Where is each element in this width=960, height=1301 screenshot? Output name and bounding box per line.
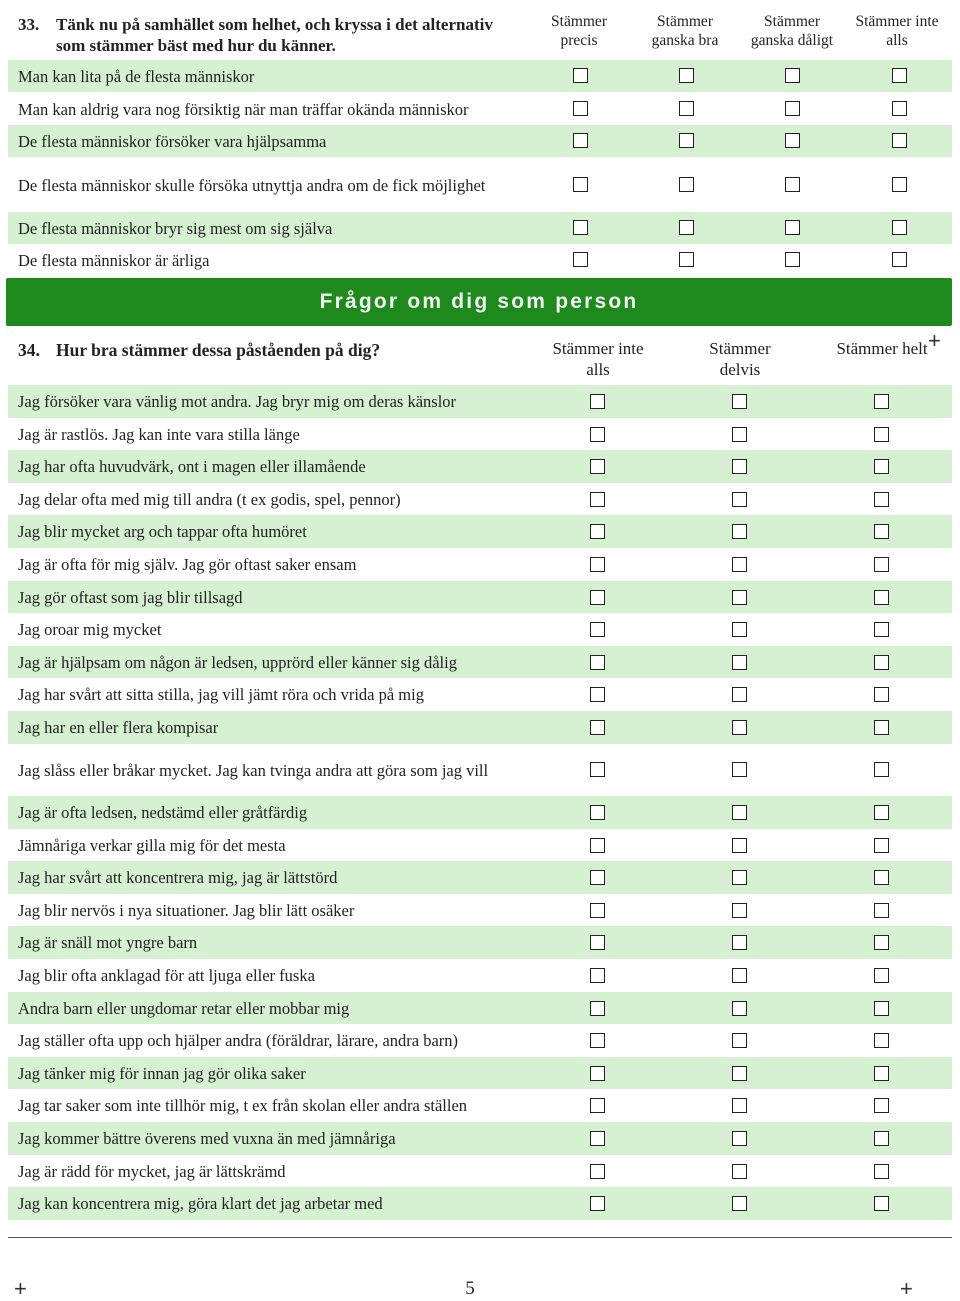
q33-column-header: Stämmer ganska bra [651,13,719,49]
statement-row [8,515,952,548]
statement-row [8,60,952,92]
answer-checkbox[interactable] [679,177,694,192]
statement-row [8,158,952,212]
answer-checkbox[interactable] [679,133,694,148]
answer-checkbox[interactable] [732,524,747,539]
q33-column-header: Stämmer precis [551,13,607,49]
answer-checkbox[interactable] [573,252,588,267]
answer-checkbox[interactable] [892,68,907,83]
answer-checkbox[interactable] [732,870,747,885]
statement-label: Jag är hjälpsam om någon är ledsen, upprörd eller känner sig dålig [18,653,457,672]
answer-checkbox[interactable] [874,935,889,950]
answer-checkbox[interactable] [573,68,588,83]
row-separator [8,276,952,277]
answer-checkbox[interactable] [732,935,747,950]
q33-column-header: Stämmer ganska dåligt [750,13,834,49]
statement-row [8,548,952,581]
answer-checkbox[interactable] [874,687,889,702]
answer-checkbox[interactable] [732,1196,747,1211]
answer-checkbox[interactable] [874,1098,889,1113]
question-number: 33. [18,15,40,34]
statement-row [8,93,952,125]
statement-label: Jag blir ofta anklagad för att ljuga eller fuska [18,966,315,985]
answer-checkbox[interactable] [892,177,907,192]
statement-row [8,450,952,483]
answer-checkbox[interactable] [590,590,605,605]
statement-label: De flesta människor bryr sig mest om sig själva [18,218,333,238]
answer-checkbox[interactable] [732,1164,747,1179]
statement-row [8,1187,952,1220]
statement-label: Jag har svårt att koncentrera mig, jag är lättstörd [18,868,338,887]
answer-checkbox[interactable] [874,459,889,474]
section-title: Frågor om dig som person [319,290,639,313]
statement-row [8,1155,952,1188]
statement-label: Jag blir nervös i nya situationer. Jag blir lätt osäker [18,901,355,920]
answer-checkbox[interactable] [874,492,889,507]
answer-checkbox[interactable] [732,590,747,605]
statement-label: Jämnåriga verkar gilla mig för det mesta [18,836,286,855]
answer-checkbox[interactable] [874,838,889,853]
statement-row [8,1024,952,1057]
answer-checkbox[interactable] [732,687,747,702]
section-banner [6,278,952,326]
statement-label: Jag kan koncentrera mig, göra klart det jag arbetar med [18,1194,383,1213]
statement-label: Jag tänker mig för innan jag gör olika saker [18,1064,306,1083]
answer-checkbox[interactable] [874,524,889,539]
answer-checkbox[interactable] [732,622,747,637]
answer-checkbox[interactable] [874,557,889,572]
statement-row [8,212,952,244]
statement-row [8,1122,952,1155]
answer-checkbox[interactable] [732,1131,747,1146]
answer-checkbox[interactable] [679,220,694,235]
question-text: Tänk nu på samhället som helhet, och kryssa i det alternativ som stämmer bäst med hur du känner. [56,15,493,55]
answer-checkbox[interactable] [590,394,605,409]
q34-column-header: Stämmer helt [836,339,928,358]
statement-row [8,744,952,796]
statement-label: Jag blir mycket arg och tappar ofta humöret [18,522,307,541]
answer-checkbox[interactable] [679,101,694,116]
registration-mark: + [928,328,941,353]
answer-checkbox[interactable] [732,762,747,777]
answer-checkbox[interactable] [874,1196,889,1211]
statement-label: De flesta människor skulle försöka utnyttja andra om de fick möjlighet [18,175,486,195]
statement-row [8,1057,952,1090]
page-number: 5 [465,1278,475,1299]
statement-row [8,861,952,894]
answer-checkbox[interactable] [874,394,889,409]
answer-checkbox[interactable] [590,903,605,918]
answer-checkbox[interactable] [874,655,889,670]
answer-checkbox[interactable] [732,1001,747,1016]
answer-checkbox[interactable] [785,68,800,83]
statement-label: Man kan lita på de flesta människor [18,66,255,86]
answer-checkbox[interactable] [785,177,800,192]
statement-row [8,796,952,829]
answer-checkbox[interactable] [573,177,588,192]
row-separator [8,1220,952,1221]
answer-checkbox[interactable] [785,133,800,148]
answer-checkbox[interactable] [785,101,800,116]
answer-checkbox[interactable] [874,762,889,777]
answer-checkbox[interactable] [732,903,747,918]
answer-checkbox[interactable] [732,557,747,572]
statement-row [8,244,952,276]
answer-checkbox[interactable] [732,427,747,442]
statement-label: Jag försöker vara vänlig mot andra. Jag bryr mig om deras känslor [18,392,457,411]
statement-label: De flesta människor är ärliga [18,250,210,270]
question-text: Hur bra stämmer dessa påståenden på dig? [56,340,381,360]
answer-checkbox[interactable] [590,655,605,670]
statement-row [8,125,952,157]
statement-row [8,711,952,744]
answer-checkbox[interactable] [892,252,907,267]
answer-checkbox[interactable] [590,968,605,983]
question-34-title [18,340,498,361]
statement-row [8,678,952,711]
question-number: 34. [18,340,40,360]
statement-label: Jag gör oftast som jag blir tillsagd [18,588,243,607]
answer-checkbox[interactable] [732,838,747,853]
answer-checkbox[interactable] [590,427,605,442]
statement-label: Jag är rastlös. Jag kan inte vara stilla länge [18,425,300,444]
answer-checkbox[interactable] [573,133,588,148]
answer-checkbox[interactable] [732,394,747,409]
answer-checkbox[interactable] [874,1033,889,1048]
answer-checkbox[interactable] [874,590,889,605]
answer-checkbox[interactable] [590,838,605,853]
answer-checkbox[interactable] [590,1196,605,1211]
statement-row [8,959,952,992]
answer-checkbox[interactable] [874,720,889,735]
answer-checkbox[interactable] [573,220,588,235]
statement-label: Andra barn eller ungdomar retar eller mobbar mig [18,999,350,1018]
statement-label: Man kan aldrig vara nog försiktig när man träffar okända människor [18,99,469,119]
answer-checkbox[interactable] [590,1098,605,1113]
answer-checkbox[interactable] [785,252,800,267]
statement-label: Jag oroar mig mycket [18,620,162,639]
q33-column-header: Stämmer inte alls [855,13,939,49]
answer-checkbox[interactable] [732,1033,747,1048]
answer-checkbox[interactable] [590,524,605,539]
answer-checkbox[interactable] [732,1066,747,1081]
answer-checkbox[interactable] [590,870,605,885]
answer-checkbox[interactable] [892,220,907,235]
answer-checkbox[interactable] [874,622,889,637]
answer-checkbox[interactable] [874,1164,889,1179]
answer-checkbox[interactable] [874,870,889,885]
statement-row [8,483,952,516]
answer-checkbox[interactable] [732,720,747,735]
answer-checkbox[interactable] [732,492,747,507]
statement-label: Jag slåss eller bråkar mycket. Jag kan tvinga andra att göra som jag vill [18,760,489,780]
answer-checkbox[interactable] [732,968,747,983]
answer-checkbox[interactable] [732,1098,747,1113]
answer-checkbox[interactable] [590,1131,605,1146]
answer-checkbox[interactable] [874,1001,889,1016]
answer-checkbox[interactable] [874,1066,889,1081]
answer-checkbox[interactable] [590,1001,605,1016]
answer-checkbox[interactable] [732,459,747,474]
answer-checkbox[interactable] [590,687,605,702]
statement-label: Jag har ofta huvudvärk, ont i magen eller illamående [18,457,366,476]
answer-checkbox[interactable] [785,220,800,235]
answer-checkbox[interactable] [590,762,605,777]
answer-checkbox[interactable] [732,655,747,670]
answer-checkbox[interactable] [590,1033,605,1048]
statement-label: Jag har svårt att sitta stilla, jag vill jämt röra och vrida på mig [18,685,424,704]
statement-row [8,926,952,959]
statement-label: Jag är ofta ledsen, nedstämd eller gråtfärdig [18,803,308,822]
statement-row [8,418,952,451]
answer-checkbox[interactable] [874,968,889,983]
answer-checkbox[interactable] [590,1066,605,1081]
answer-checkbox[interactable] [590,492,605,507]
bottom-divider [8,1237,952,1238]
statement-label: Jag är snäll mot yngre barn [18,933,198,952]
answer-checkbox[interactable] [679,252,694,267]
statement-row [8,646,952,679]
answer-checkbox[interactable] [590,1164,605,1179]
answer-checkbox[interactable] [590,557,605,572]
answer-checkbox[interactable] [874,903,889,918]
statement-label: Jag delar ofta med mig till andra (t ex godis, spel, pennor) [18,490,401,509]
registration-mark: + [900,1276,913,1301]
q34-column-header: Stämmer inte alls [552,339,644,379]
statement-row [8,829,952,862]
answer-checkbox[interactable] [874,1131,889,1146]
answer-checkbox[interactable] [679,68,694,83]
answer-checkbox[interactable] [590,805,605,820]
answer-checkbox[interactable] [892,101,907,116]
statement-label: Jag har en eller flera kompisar [18,718,219,737]
statement-label: Jag kommer bättre överens med vuxna än med jämnåriga [18,1129,396,1148]
answer-checkbox[interactable] [874,427,889,442]
answer-checkbox[interactable] [892,133,907,148]
statement-label: Jag tar saker som inte tillhör mig, t ex från skolan eller andra ställen [18,1096,468,1115]
answer-checkbox[interactable] [590,459,605,474]
statement-row [8,385,952,418]
statement-row [8,1089,952,1122]
statement-label: De flesta människor försöker vara hjälpsamma [18,131,327,151]
statement-label: Jag är ofta för mig själv. Jag gör oftast saker ensam [18,555,357,574]
question-33-title [18,14,498,56]
statement-row [8,992,952,1025]
statement-row [8,613,952,646]
q34-column-header: Stämmer delvis [709,339,771,379]
answer-checkbox[interactable] [732,805,747,820]
answer-checkbox[interactable] [590,935,605,950]
answer-checkbox[interactable] [590,622,605,637]
statement-label: Jag är rädd för mycket, jag är lättskrämd [18,1162,286,1181]
answer-checkbox[interactable] [590,720,605,735]
statement-row [8,581,952,614]
statement-row [8,894,952,927]
registration-mark: + [14,1276,27,1301]
answer-checkbox[interactable] [573,101,588,116]
answer-checkbox[interactable] [874,805,889,820]
statement-label: Jag ställer ofta upp och hjälper andra (föräldrar, lärare, andra barn) [18,1031,459,1050]
